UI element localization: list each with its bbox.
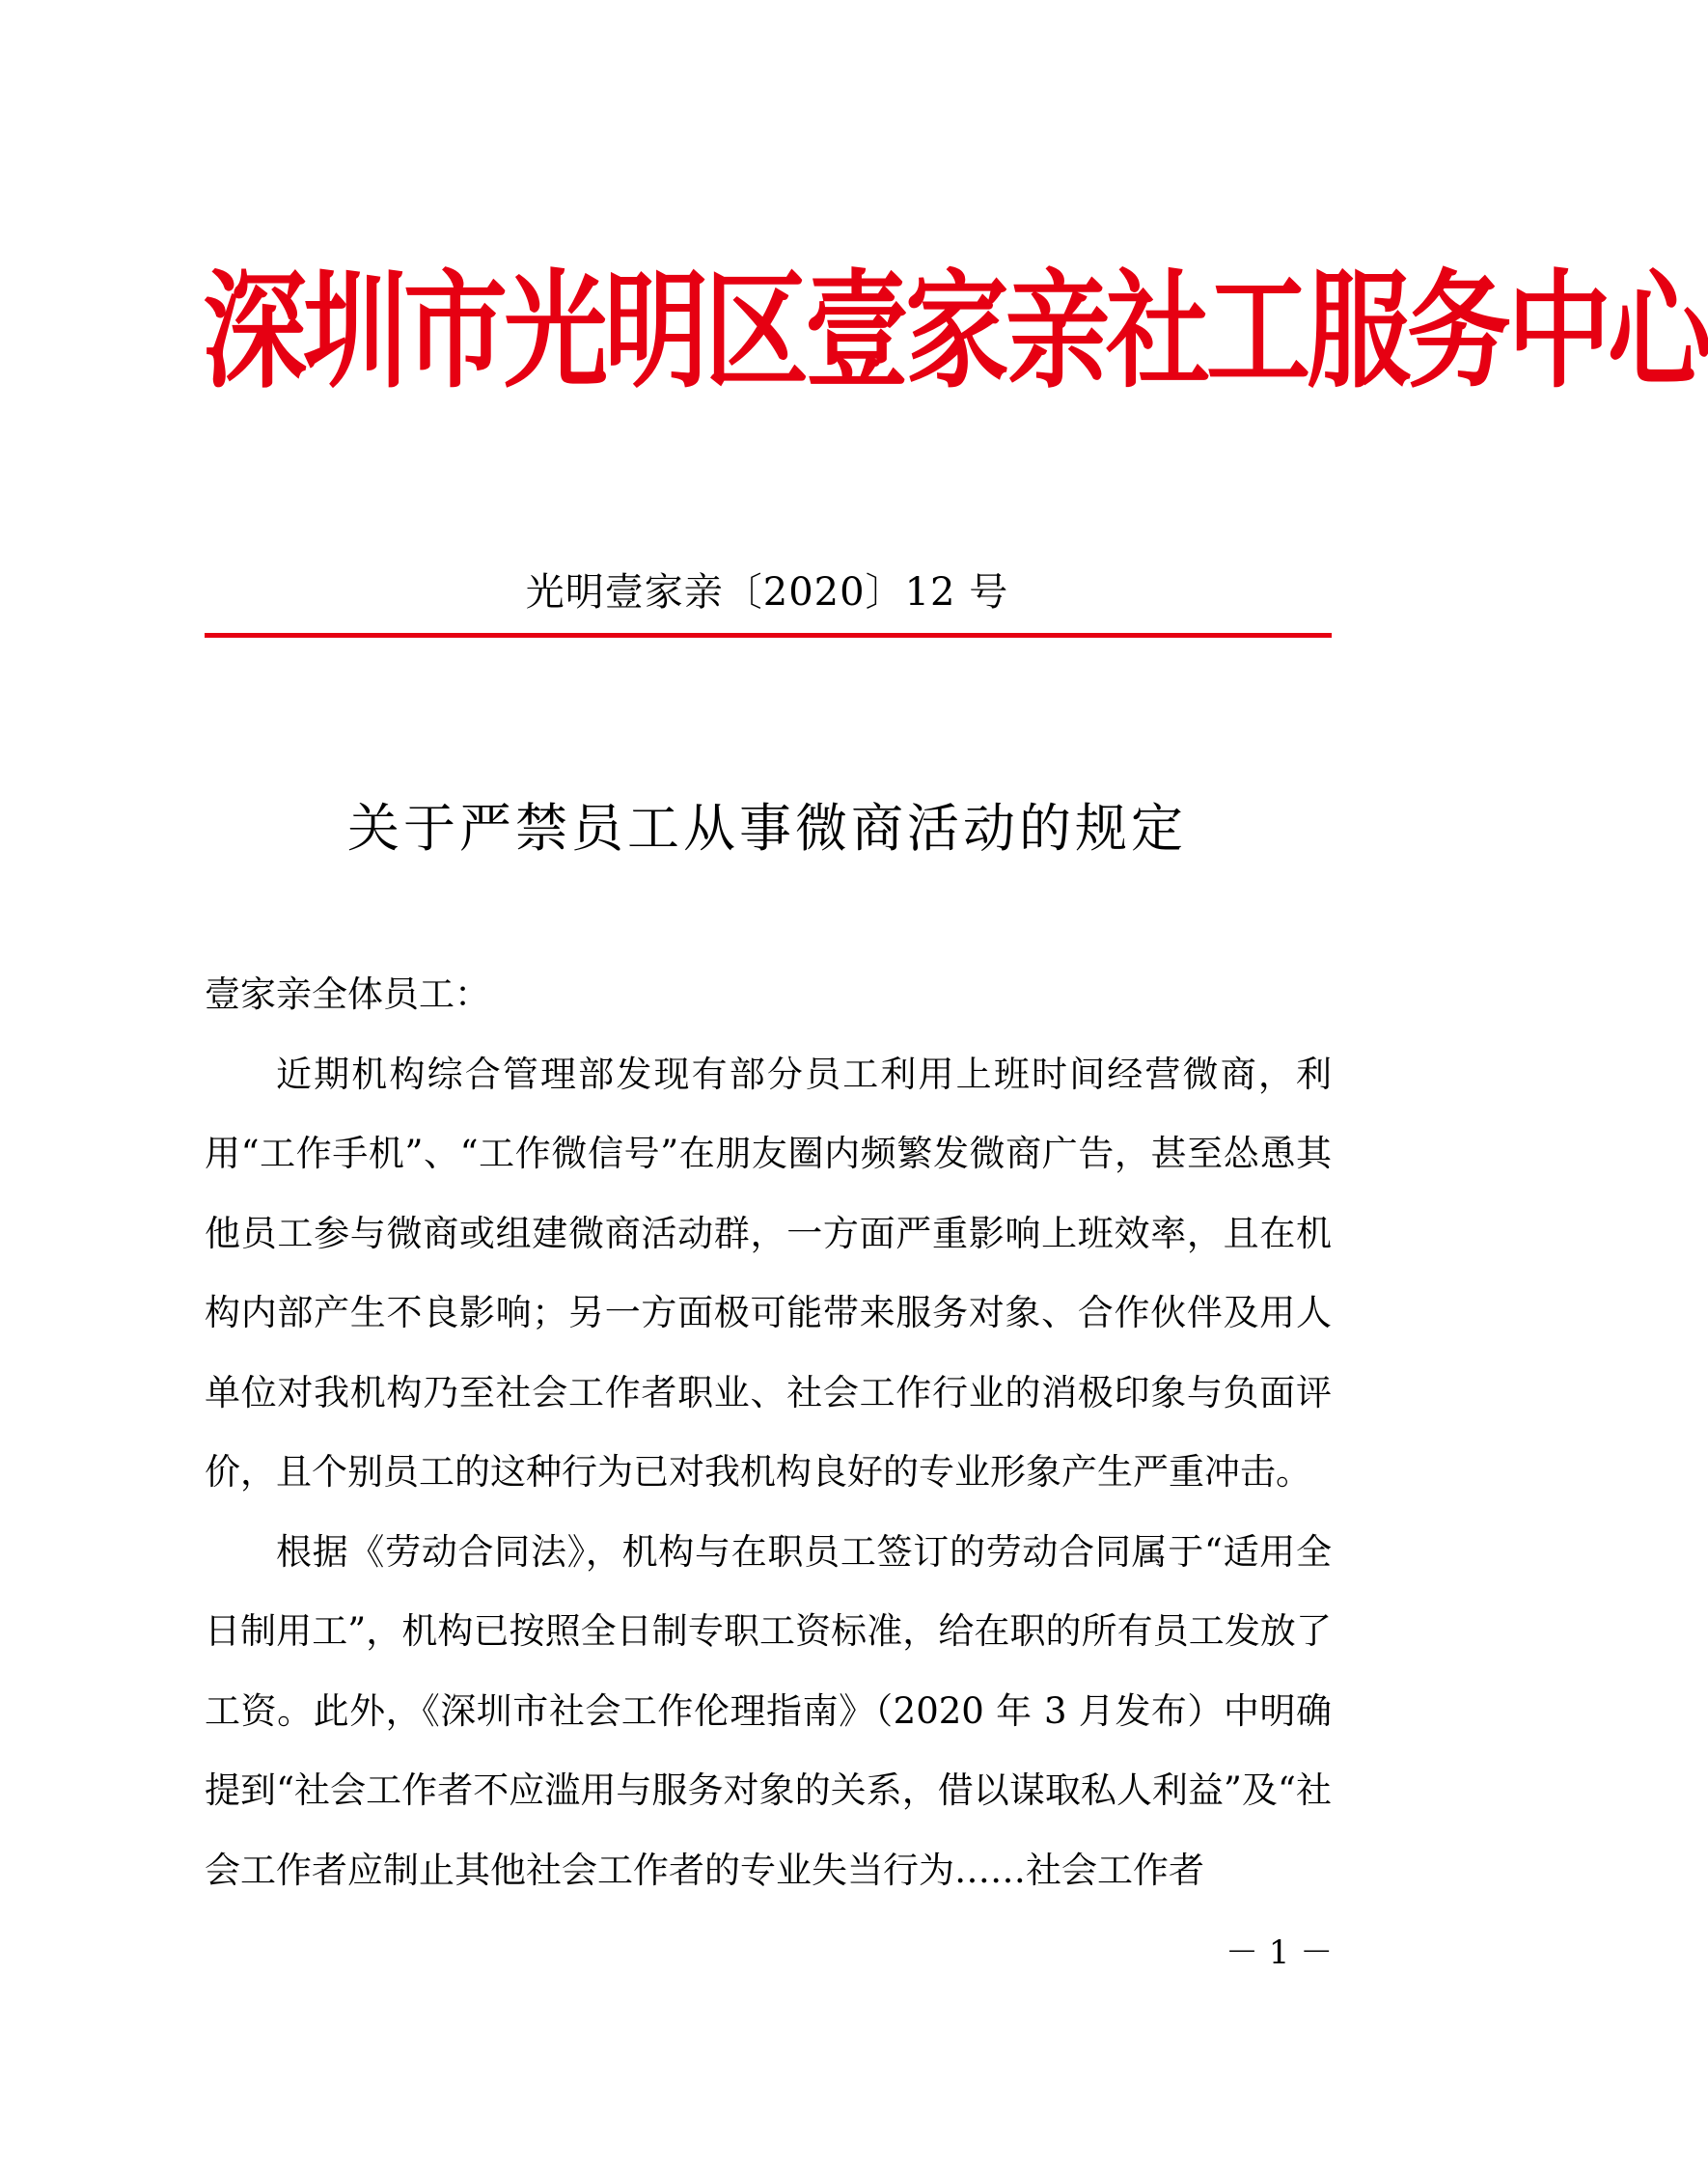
header-divider [205,633,1332,638]
salutation: 壹家亲全体员工： [205,973,490,1015]
organization-header: 深圳市光明区壹家亲社工服务中心 [203,259,1708,406]
page-number: － 1 － [1226,1933,1334,1972]
document-title: 关于严禁员工从事微商活动的规定 [347,798,1187,859]
body-paragraph-1: 近期机构综合管理部发现有部分员工利用上班时间经营微商，利用“工作手机”、“工作微信号”在朋友圈内频繁发微商广告，甚至怂恿其他员工参与微商或组建微商活动群，一方面严重影响上班效率，且在机构内部产生不良影响；另一方面极可能带来服务对象、合作伙伴及用人单位对我机构乃至社会工作者职业、社会工作行业的消极印象与负面评价，且个别员工的这种行为已对我机构良好的专业形象产生严重冲击。 [205,1053,1332,1493]
document-number: 光明壹家亲〔2020〕12 号 [525,570,1009,615]
document-body [205,955,1332,1910]
body-paragraph-2: 根据《劳动合同法》，机构与在职员工签订的劳动合同属于“适用全日制用工”，机构已按照全日制专职工资标准，给在职的所有员工发放了工资。此外，《深圳市社会工作伦理指南》（2020 年 3 月发布）中明确提到“社会工作者不应滥用与服务对象的关系，借以谋取私人利益”及“社会工作者应制止其他社会工作者的专业失当行为……社会工作者 [205,1530,1332,1891]
